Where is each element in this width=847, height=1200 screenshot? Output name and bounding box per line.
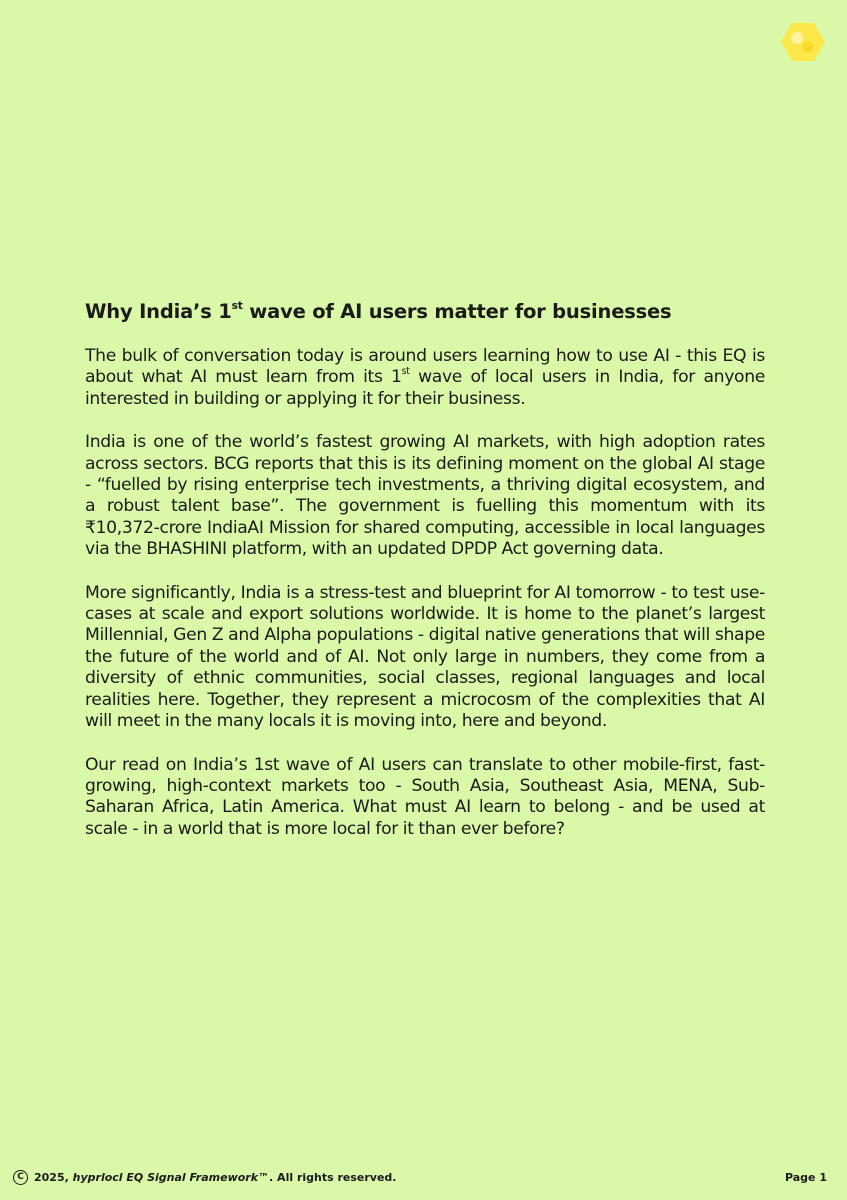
- footer-copyright-text: 2025, hyprlocl EQ Signal Framework™. All rights reserved.: [34, 1170, 397, 1184]
- paragraph-markets: Our read on India’s 1st wave of AI users can translate to other mobile-first, fast-growing, high-context markets too - South Asia, Southeast Asia, MENA, Sub-Saharan Africa, Latin America. What must AI learn to belong - and be used at scale - in a world that is more local for it than ever before?: [85, 754, 765, 839]
- copyright-icon: C: [13, 1170, 28, 1185]
- paragraph-blueprint: More significantly, India is a stress-test and blueprint for AI tomorrow - to test use-cases at scale and export solutions worldwide. It is home to the planet’s largest Millennial, Gen Z and Alpha populations - digital native generations that will shape the future of the world and of AI. Not only large in numbers, they come from a diversity of ethnic communities, social classes, regional languages and local realities here. Together, they represent a microcosm of the complexities that AI will meet in the many locals it is moving into, here and beyond.: [85, 582, 765, 732]
- hyprlocl-hexagon-logo-icon: [780, 21, 826, 63]
- article-body: [85, 298, 765, 862]
- page-number: Page 1: [784, 1170, 827, 1184]
- article-title: Why India’s 1st wave of AI users matter for businesses: [85, 298, 672, 323]
- paragraph-intro: The bulk of conversation today is around users learning how to use AI - this EQ is about what AI must learn from its 1st wave of local users in India, for anyone interested in building or applying it for their business.: [85, 346, 765, 409]
- page-footer: [13, 1168, 827, 1186]
- paragraph-market: India is one of the world’s fastest growing AI markets, with high adoption rates across sectors. BCG reports that this is its defining moment on the global AI stage - “fuelled by rising enterprise tech investments, a thriving digital ecosystem, and a robust talent base”. The government is fuelling this momentum with its ₹10,372-crore IndiaAI Mission for shared computing, accessible in local languages via the BHASHINI platform, with an updated DPDP Act governing data.: [85, 432, 765, 560]
- footer-copyright: [13, 1170, 396, 1185]
